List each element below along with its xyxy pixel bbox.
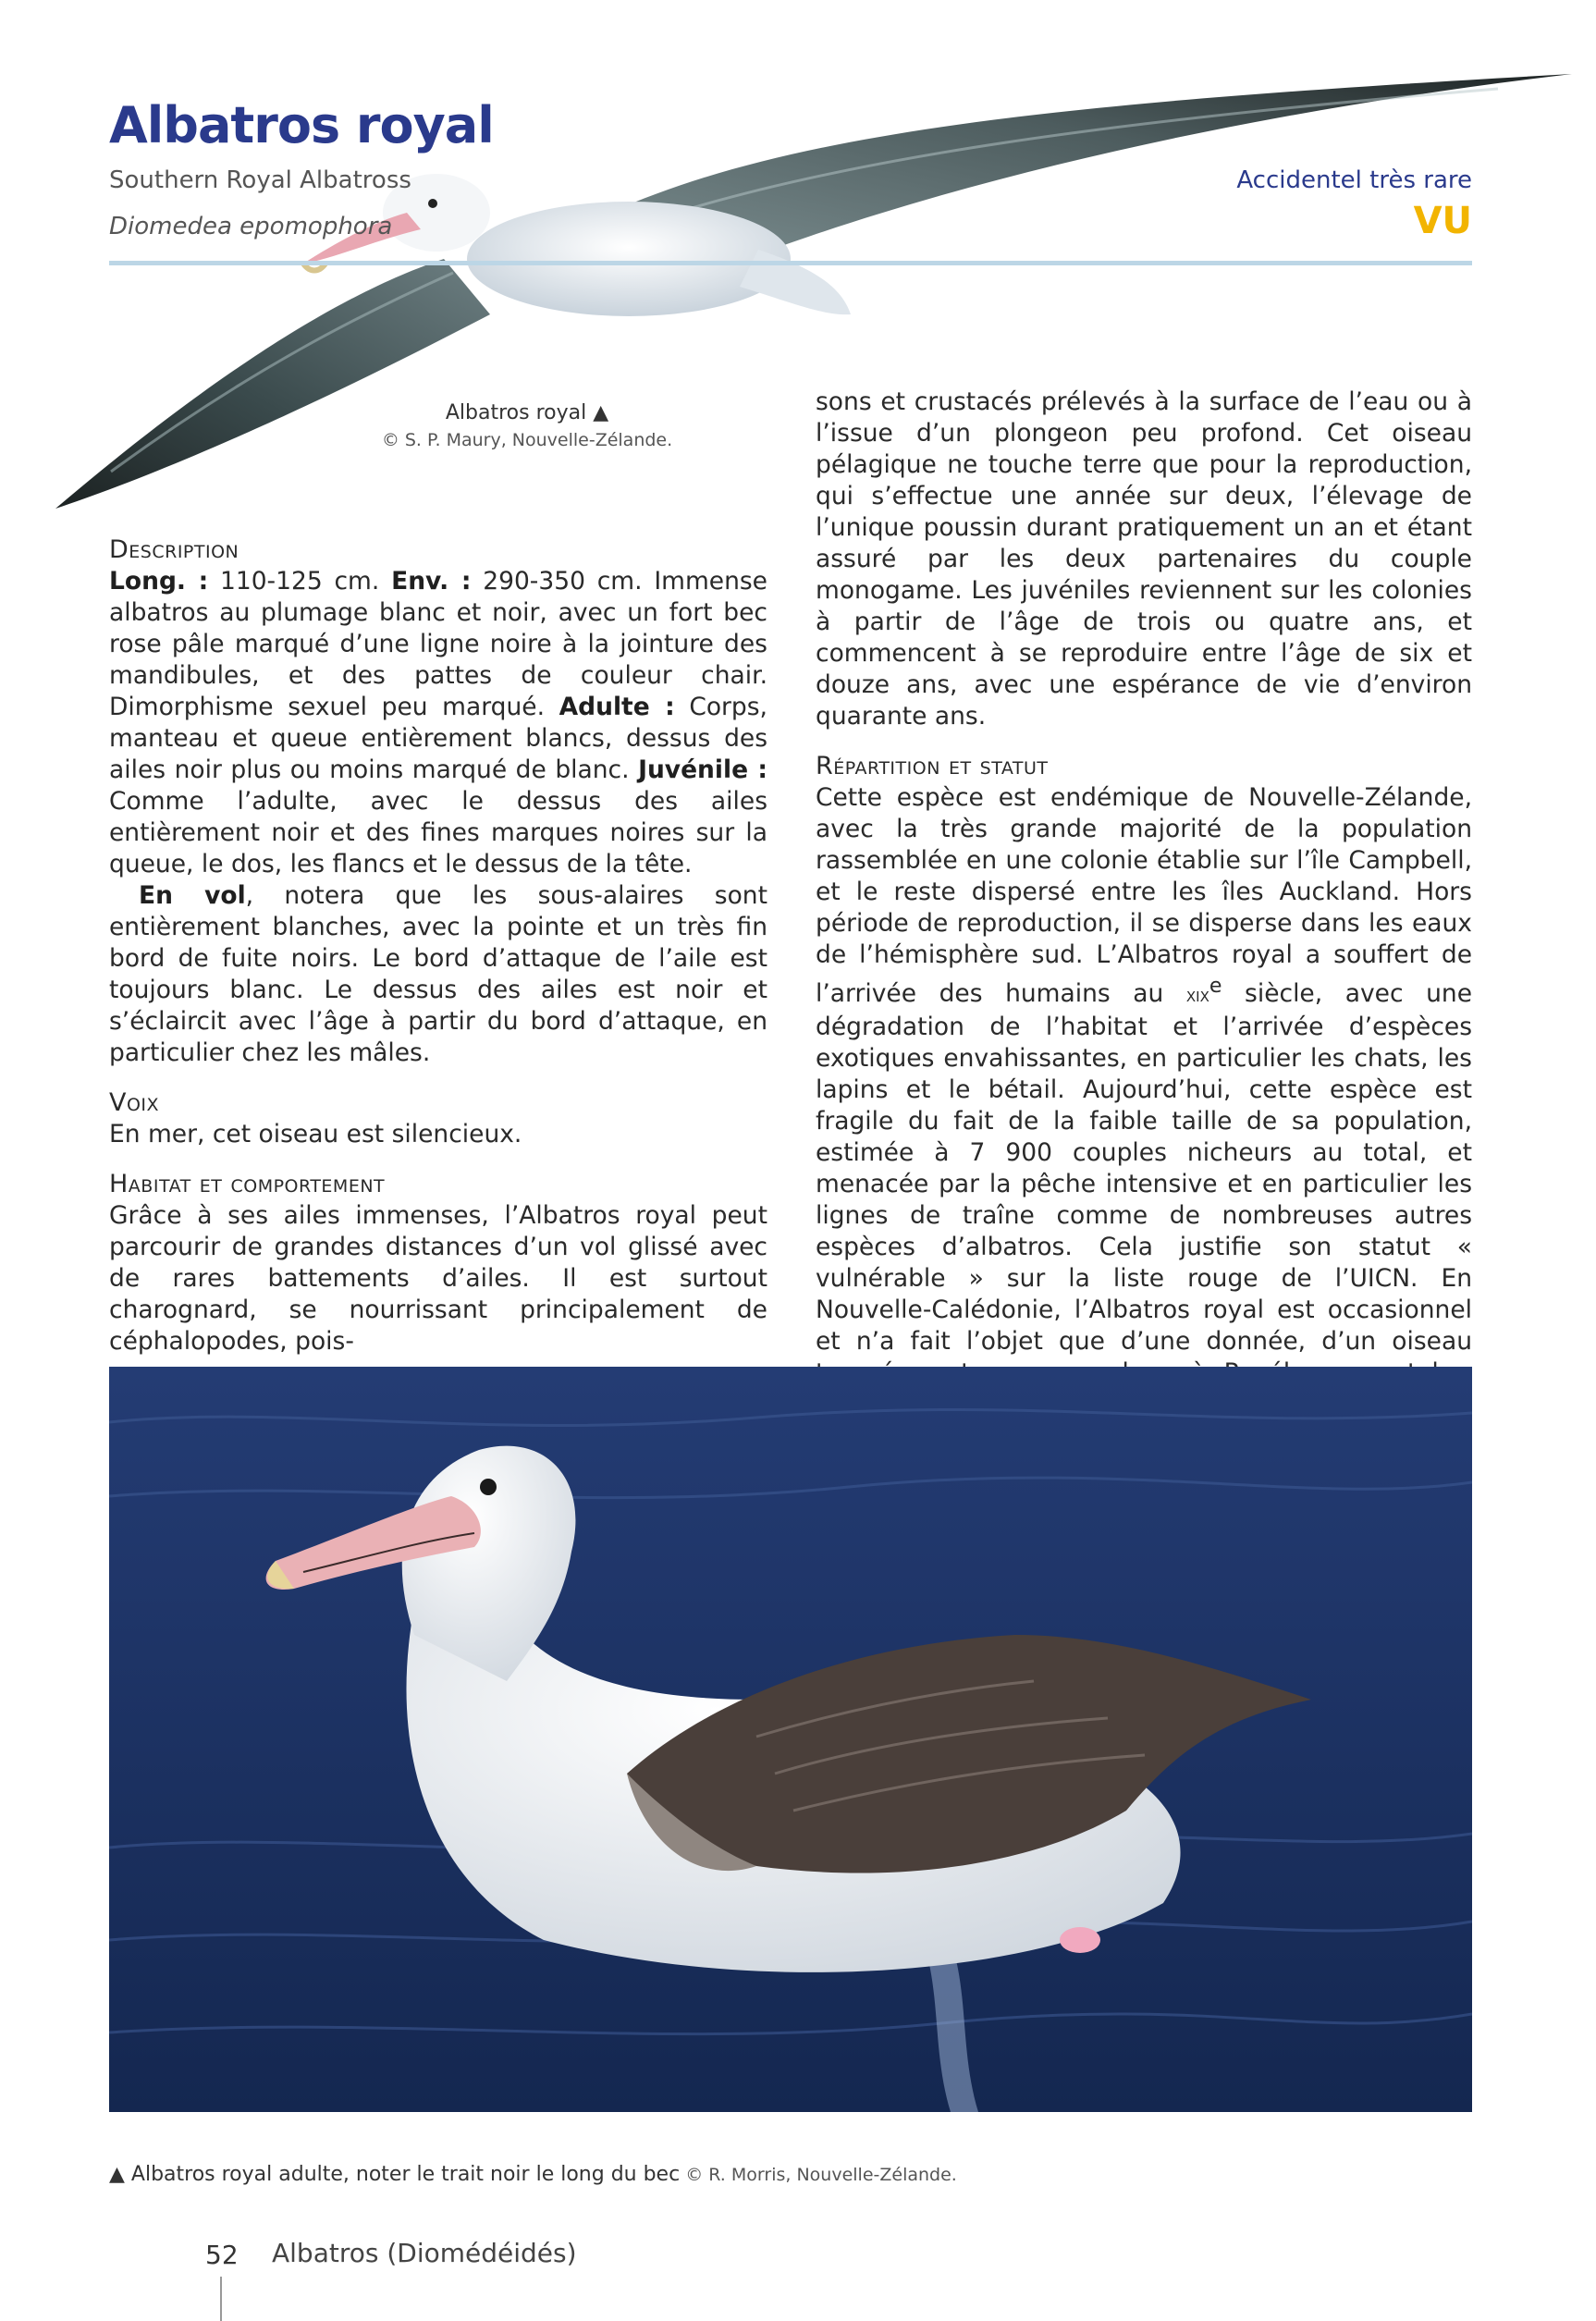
- habitat-heading: Habitat et comportement: [109, 1170, 386, 1198]
- header-divider: [109, 261, 1472, 265]
- page-title: Albatros royal: [109, 96, 494, 154]
- right-column: [816, 387, 1472, 1420]
- common-name: Southern Royal Albatross: [109, 166, 411, 194]
- bottom-figure-credit: © R. Morris, Nouvelle-Zélande.: [680, 2165, 957, 2185]
- distribution-heading: Répartition et statut: [816, 752, 1049, 780]
- bottom-figure-caption: [109, 2163, 957, 2186]
- occurrence-status: Accidentel très rare: [1236, 166, 1472, 194]
- top-figure-credit: © S. P. Maury, Nouvelle-Zélande.: [381, 430, 673, 450]
- wingspan-label: Env. :: [391, 567, 472, 596]
- voice-heading: Voix: [109, 1088, 160, 1117]
- latin-name: Diomedea epomophora: [109, 213, 393, 240]
- swimming-albatross-photo: [109, 1367, 1472, 2112]
- distribution-paragraph: Cette espèce est endémique de Nouvelle-Zélande, avec la très grande majorité de la population rassemblée en une colonie établie sur l’île Campbell, et le reste dispersé entre les îles Auckland. Hors période de reproduction, il se disperse dans les eaux de l’hémisphère sud. L’Albatros royal a souffert de l’arrivée des humains au xix$^e$ siècle, avec une dégradation de l’habitat et l’arrivée d’espèces exotiques envahissantes, en particulier les chats, les lapins et le bétail. Aujourd’hui, cette espèce est fragile du fait de la faible taille de sa population, estimée à 7 900 couples nicheurs au total, et menacée par la pêche intensive et en particulier les lignes de traîne comme de nombreuses autres espèces d’albatros. Cela justifie son statut « vulnérable » sur la liste rouge de l’UICN. En Nouvelle-Calédonie, l’Albatros royal est occasionnel et n’a fait l’objet que d’une donnée, d’un oiseau: [816, 783, 1472, 1356]
- habitat-paragraph: Grâce à ses ailes immenses, l’Albatros royal peut parcourir de grandes distances d’un vol glissé avec de rares battements d’ailes. Il est surtout charognard, se nourrissant principalement de céphalopodes, pois-: [109, 1201, 767, 1356]
- description-heading: Description: [109, 535, 239, 564]
- flight-paragraph: En vol, notera que les sous-alaires sont entièrement blanches, avec la pointe et un très fin bord de fuite noirs. Le bord d’attaque de l’aile est toujours blanc. Le dessus des ailes est noir et s’éclaircit avec l’âge à partir du bord d’attaque, en particulier chez les mâles.: [109, 881, 767, 1067]
- voice-paragraph: En mer, cet oiseau est silencieux.: [109, 1120, 522, 1148]
- adult-label: Adulte :: [559, 693, 675, 721]
- flight-label: En vol: [139, 881, 246, 910]
- page-number: 52: [205, 2240, 239, 2270]
- habitat-paragraph-continued: sons et crustacés prélevés à la surface de l’eau ou à l’issue d’un plongeon peu profond. Cet oiseau pélagique ne touche terre que pour la reproduction, qui s’effectue une année sur deux, l’élevage de l’unique poussin durant pratiquement un an et étant assuré par les deux partenaires du couple monogame. Les juvéniles reviennent sur les colonies à partir de l’âge de trois ou quatre ans, et commencent à se reproduire entre l’âge de six et douze ans, avec une espérance de vie d’environ quarante ans.: [816, 387, 1472, 731]
- top-figure-caption-title: Albatros royal ▲: [445, 401, 609, 424]
- running-head: Albatros (Diomédéidés): [272, 2238, 577, 2268]
- iucn-status-badge: VU: [1413, 200, 1472, 242]
- footer-rule: [220, 2277, 222, 2321]
- left-column: [109, 534, 767, 1357]
- top-figure-caption: [351, 401, 703, 450]
- description-paragraph: Long. : 110-125 cm. Env. : 290-350 cm. Immense albatros au plumage blanc et noir, avec un fort bec rose pâle marqué d’une ligne noire à la jointure des mandibules, et des pattes de couleur chair. Dimorphisme sexuel peu marqué. Adulte : Corps, manteau et queue entièrement blancs, dessus des ailes noir plus ou moins marqué de blanc. Juvénile : Comme l’adulte, avec le dessus des ailes entièrement noir et des fines marques noires sur la queue, le dos, les flancs et le dessus de la tête.: [109, 567, 767, 878]
- length-label: Long. :: [109, 567, 209, 596]
- bottom-figure-caption-text: ▲ Albatros royal adulte, noter le trait noir le long du bec: [109, 2163, 681, 2186]
- juvenile-label: Juvénile :: [638, 755, 767, 784]
